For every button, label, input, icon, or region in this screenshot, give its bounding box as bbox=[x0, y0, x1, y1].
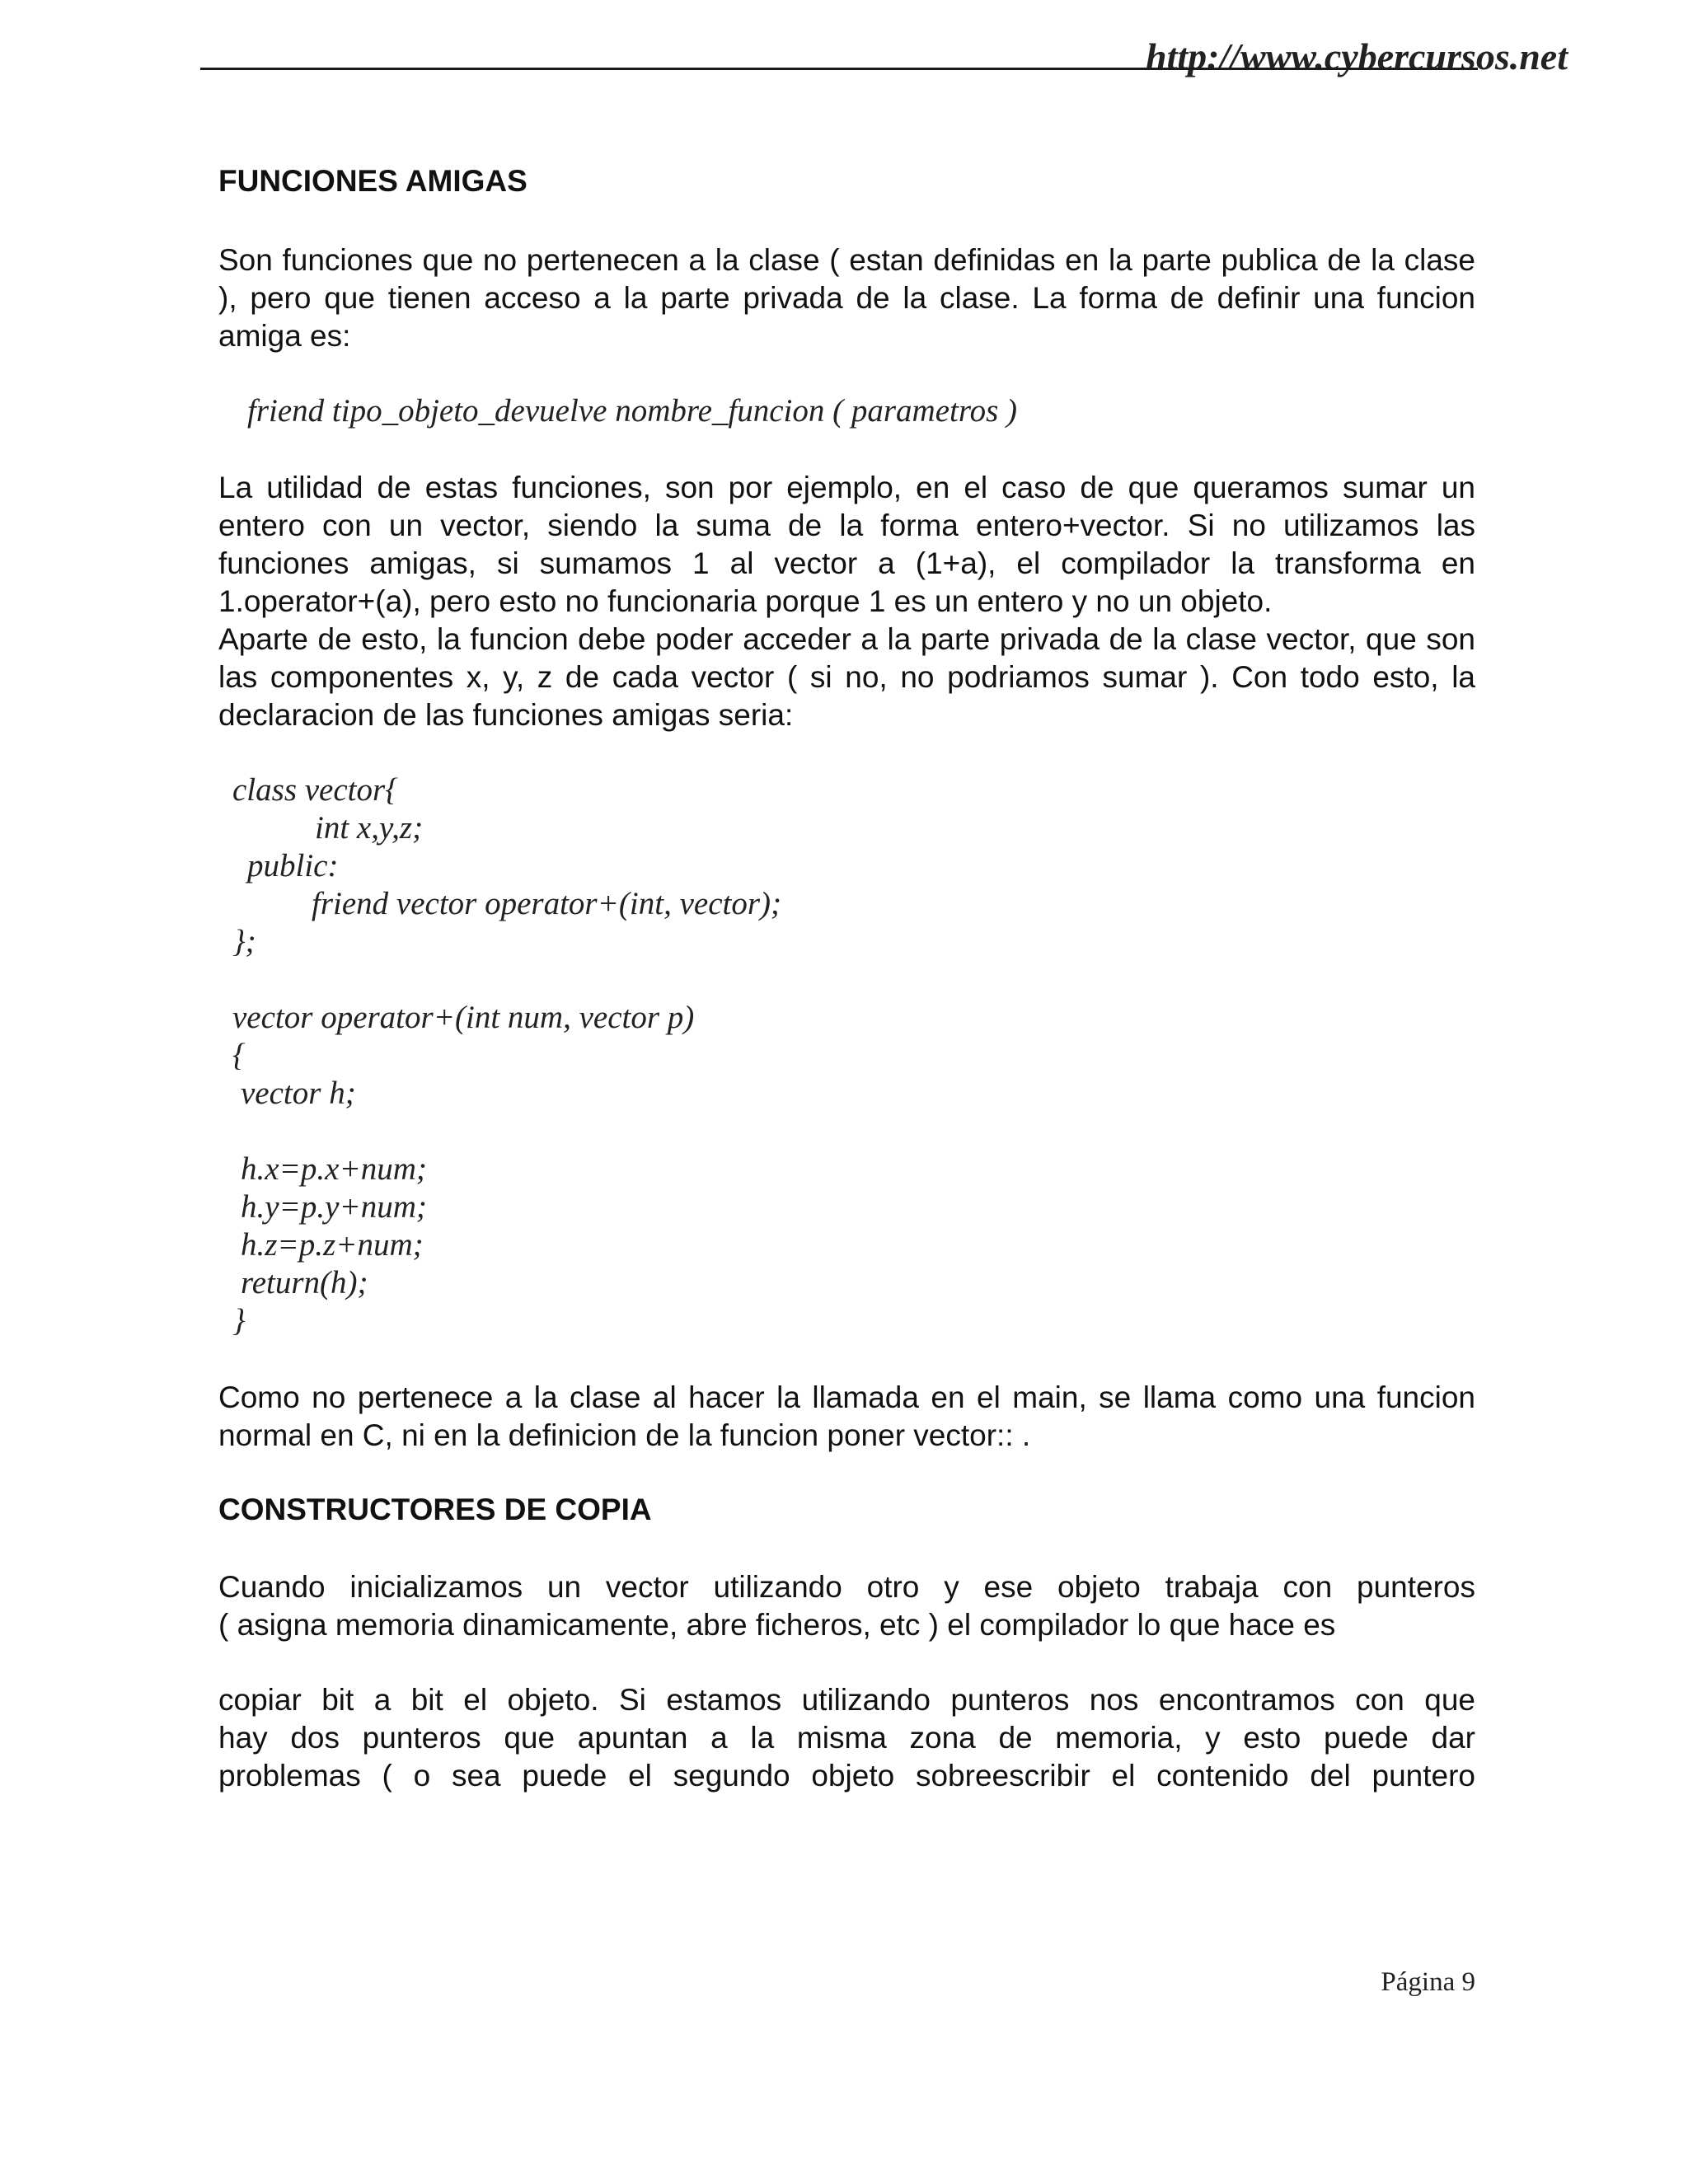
note-paragraph: Como no pertenece a la clase al hacer la llamada en el main, se llama como una funcion normal en C, ni en la definicion de la funcion poner vector:: . bbox=[218, 1380, 1475, 1452]
code-line: class vector{ bbox=[232, 772, 398, 808]
code-line: int x,y,z; bbox=[315, 810, 424, 846]
header-rule bbox=[200, 68, 1478, 70]
code-line: vector h; bbox=[241, 1076, 356, 1111]
code-line: public: bbox=[247, 848, 339, 883]
code-line: } bbox=[232, 1303, 246, 1338]
intro-paragraph: Son funciones que no pertenecen a la clase ( estan definidas en la parte publica de la clase ), pero que tienen acceso a la parte privada de la clase. La forma de definir una funcion amiga es: bbox=[218, 243, 1475, 353]
section-title-funciones-amigas: FUNCIONES AMIGAS bbox=[218, 164, 528, 198]
paragraph-line: ( asigna memoria dinamicamente, abre ficheros, etc ) el compilador lo que hace es bbox=[218, 1608, 1336, 1642]
paragraph-line: problemas ( o sea puede el segundo objeto sobreescribir el contenido del puntero bbox=[218, 1759, 1475, 1793]
page-number: Página 9 bbox=[1381, 1967, 1475, 1997]
code-line: h.y=p.y+num; bbox=[241, 1189, 427, 1225]
paragraph-line: copiar bit a bit el objeto. Si estamos utilizando punteros nos encontramos con que bbox=[218, 1683, 1475, 1717]
code-line: { bbox=[232, 1038, 246, 1073]
utility-paragraph: La utilidad de estas funciones, son por ejemplo, en el caso de que queramos sumar un entero con un vector, siendo la suma de la forma entero+vector. Si no utilizamos las funciones amigas, si sumamos 1 al vector a (1+a), el compilador la transforma en 1.operator+(a), pero esto no funcionaria porque 1 es un entero y no un objeto. bbox=[218, 471, 1475, 618]
friend-syntax: friend tipo_objeto_devuelve nombre_funcion ( parametros ) bbox=[247, 393, 1018, 429]
code-line: return(h); bbox=[241, 1265, 368, 1301]
header-url bbox=[1146, 15, 1568, 77]
code-line: vector operator+(int num, vector p) bbox=[232, 1000, 695, 1035]
code-line: h.x=p.x+num; bbox=[241, 1151, 427, 1187]
paragraph-line: Cuando inicializamos un vector utilizando otro y ese objeto trabaja con punteros bbox=[218, 1570, 1475, 1604]
section-title-constructores-de-copia: CONSTRUCTORES DE COPIA bbox=[218, 1493, 652, 1526]
paragraph-line: hay dos punteros que apuntan a la misma zona de memoria, y esto puede dar bbox=[218, 1721, 1475, 1755]
aparte-paragraph: Aparte de esto, la funcion debe poder acceder a la parte privada de la clase vector, que son las componentes x, y, z de cada vector ( si no, no podriamos sumar ). Con todo esto, la declaracion de las funciones amigas seria: bbox=[218, 622, 1475, 732]
code-line: h.z=p.z+num; bbox=[241, 1227, 424, 1263]
code-line: }; bbox=[232, 924, 256, 959]
code-line: friend vector operator+(int, vector); bbox=[312, 886, 781, 921]
header-url-text: http://www.cybercursos.net bbox=[1146, 35, 1568, 77]
